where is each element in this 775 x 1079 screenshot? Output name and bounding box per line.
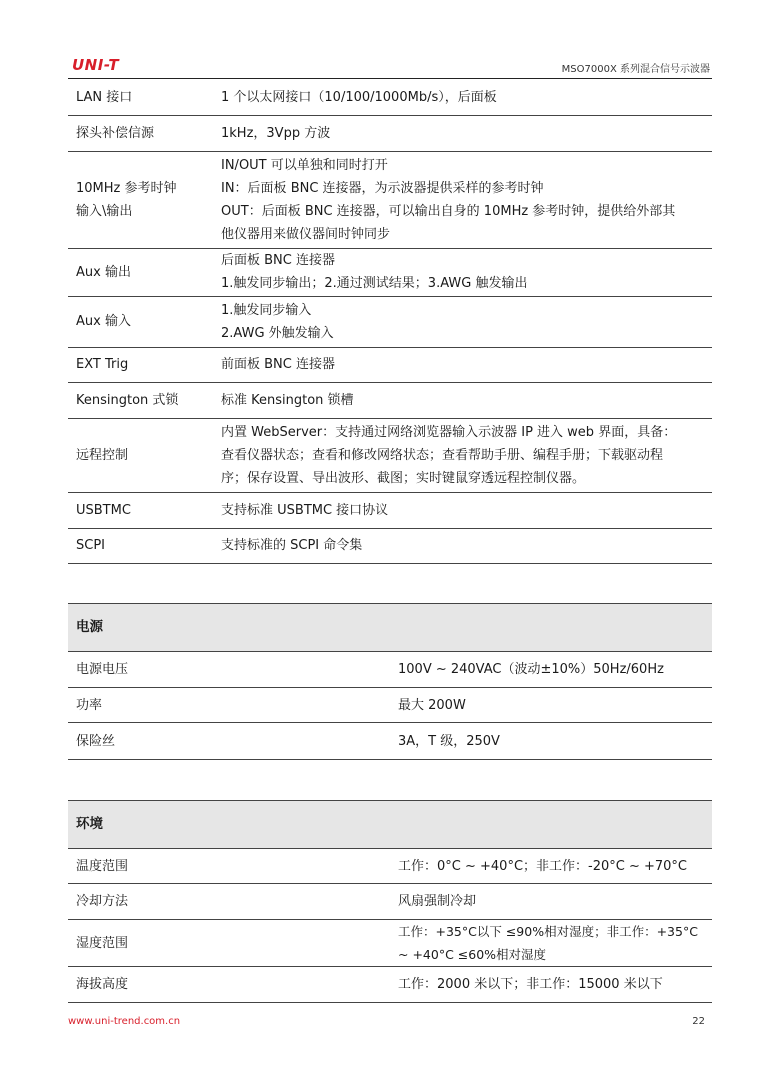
spec-key: USBTMC — [68, 492, 213, 528]
table-row — [68, 492, 712, 528]
section-header — [68, 801, 712, 849]
spec-value: 3A，T 级，250V — [390, 723, 712, 760]
spec-key: Kensington 式锁 — [68, 382, 213, 418]
spec-key: 远程控制 — [68, 418, 213, 492]
table-row — [68, 248, 712, 296]
table-row — [68, 849, 712, 884]
table-row — [68, 80, 712, 115]
table-row — [68, 528, 712, 563]
table-row — [68, 967, 712, 1003]
table-row — [68, 115, 712, 151]
spec-key: Aux 输出 — [68, 248, 213, 296]
environment-spec-table — [68, 800, 712, 1003]
spec-key: LAN 接口 — [68, 80, 213, 115]
spec-value: 1kHz，3Vpp 方波 — [213, 115, 712, 151]
page-number: 22 — [692, 1016, 705, 1027]
spec-value: 工作：0°C ~ +40°C；非工作：-20°C ~ +70°C — [390, 849, 712, 884]
spec-key: 保险丝 — [68, 723, 390, 760]
table-row — [68, 418, 712, 492]
spec-value: IN/OUT 可以单独和同时打开 IN：后面板 BNC 连接器，为示波器提供采样的参考时钟 OUT：后面板 BNC 连接器，可以输出自身的 10MHz 参考时钟，提供给外部其 他仪器用来做仪器间时钟同步 — [213, 151, 712, 248]
spec-value: 后面板 BNC 连接器 1.触发同步输出；2.通过测试结果；3.AWG 触发输出 — [213, 248, 712, 296]
spec-value: 风扇强制冷却 — [390, 884, 712, 920]
section-header — [68, 604, 712, 652]
table-row — [68, 151, 712, 248]
spec-key: SCPI — [68, 528, 213, 563]
spec-value: 内置 WebServer：支持通过网络浏览器输入示波器 IP 进入 web 界面，具备： 查看仪器状态；查看和修改网络状态；查看帮助手册、编程手册；下载驱动程 序；保存设置、导出波形、截图；实时键鼠穿透远程控制仪器。 — [213, 418, 712, 492]
spec-value: 支持标准的 SCPI 命令集 — [213, 528, 712, 563]
spec-value: 支持标准 USBTMC 接口协议 — [213, 492, 712, 528]
spec-key: 探头补偿信源 — [68, 115, 213, 151]
page-header — [68, 56, 712, 78]
spec-key: EXT Trig — [68, 347, 213, 382]
table-row — [68, 296, 712, 347]
spec-key: 海拔高度 — [68, 967, 390, 1003]
power-spec-table — [68, 603, 712, 760]
table-row — [68, 347, 712, 382]
spec-value: 1 个以太网接口（10/100/1000Mb/s），后面板 — [213, 80, 712, 115]
spec-key: 功率 — [68, 688, 390, 723]
spec-value: 100V ~ 240VAC（波动±10%）50Hz/60Hz — [390, 652, 712, 688]
section-title: 环境 — [68, 801, 712, 849]
spec-key: 电源电压 — [68, 652, 390, 688]
spec-key: 湿度范围 — [68, 920, 390, 967]
spec-value: 工作：+35°C以下 ≤90%相对湿度；非工作：+35°C ~ +40°C ≤60%相对湿度 — [390, 920, 712, 967]
spec-value: 最大 200W — [390, 688, 712, 723]
spec-value: 工作：2000 米以下；非工作：15000 米以下 — [390, 967, 712, 1003]
table-row — [68, 652, 712, 688]
brand-logo: UNI-T — [72, 56, 120, 74]
spec-key: 冷却方法 — [68, 884, 390, 920]
spec-key: 温度范围 — [68, 849, 390, 884]
spec-key: Aux 输入 — [68, 296, 213, 347]
table-row — [68, 382, 712, 418]
table-row — [68, 920, 712, 967]
document-title: MSO7000X 系列混合信号示波器 — [561, 64, 710, 75]
footer-url: www.uni-trend.com.cn — [68, 1016, 181, 1027]
section-title: 电源 — [68, 604, 712, 652]
table-row — [68, 723, 712, 760]
spec-value: 前面板 BNC 连接器 — [213, 347, 712, 382]
table-row — [68, 688, 712, 723]
spec-value: 标准 Kensington 锁槽 — [213, 382, 712, 418]
spec-key: 10MHz 参考时钟 输入\输出 — [68, 151, 213, 248]
header-rule — [68, 78, 712, 79]
spec-value: 1.触发同步输入 2.AWG 外触发输入 — [213, 296, 712, 347]
interface-spec-table — [68, 80, 712, 564]
table-row — [68, 884, 712, 920]
